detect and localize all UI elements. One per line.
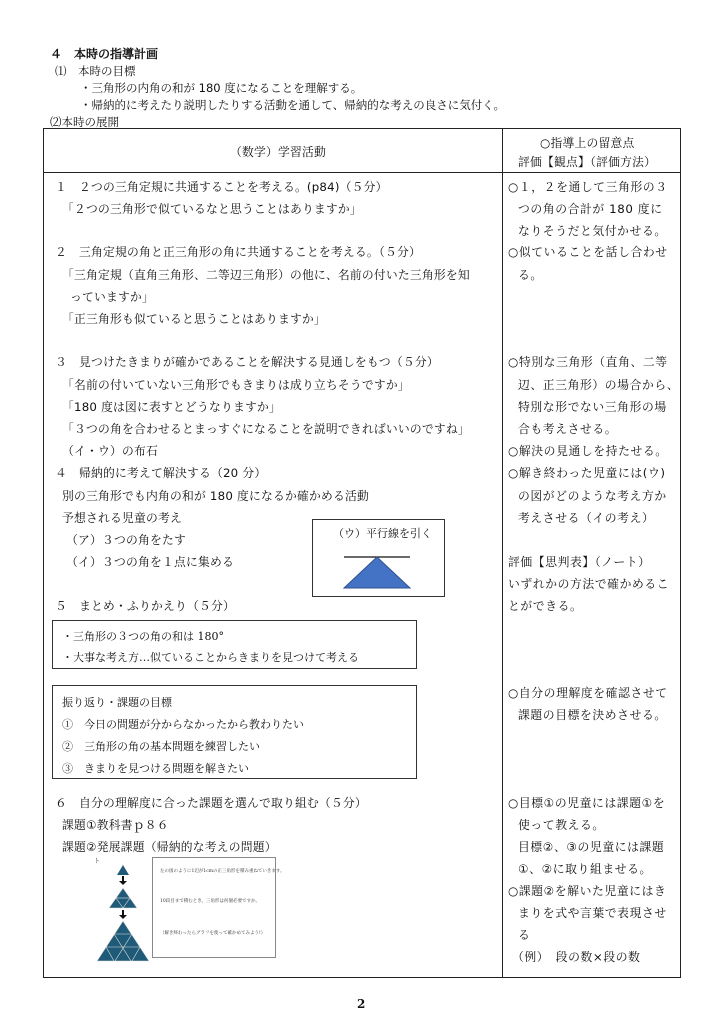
idea-i: （イ）３つの角を１点に集める: [66, 555, 234, 569]
note-6-line-5: ○課題②を解いた児童にはき: [508, 884, 667, 898]
header-notes: ○指導上の留意点: [540, 136, 635, 150]
step-1: １ ２つの三角定規に共通することを考える。(p84)（５分）: [55, 180, 388, 194]
step-3: ３ 見つけたきまりが確かであることを解決する見通しをもつ（５分）: [55, 355, 439, 369]
step-2-question-2: 「正三角形も似ていると思うことはありますか」: [62, 312, 326, 326]
summary-2: ・大事な考え方…似ていることからきまりを見つけて考える: [62, 651, 359, 664]
goal-heading: ⑴ 本時の目標: [55, 64, 136, 78]
goal-2: ・帰納的に考えたり説明したりする活動を通して、帰納的な考えの良さに気付く。: [80, 98, 506, 112]
summary-box: [52, 620, 417, 669]
table-header-divider: [43, 172, 681, 173]
page-number: 2: [357, 997, 366, 1011]
step-2: ２ 三角定規の角と正三角形の角に共通することを考える。（５分）: [55, 245, 422, 259]
worksheet-line-1: 左の図のように1辺が1cmの正三角形を積み重ねていきます。: [160, 869, 285, 874]
step-2-question-1a: 「三角定規（直角三角形、二等辺三角形）の他に、名前の付いた三角形を知: [62, 268, 470, 282]
parallel-line-diagram: [313, 520, 446, 598]
note-6-line-4: ①、②に取り組ませる。: [518, 862, 652, 876]
note-6-line-3: 目標②、③の児童には課題: [518, 840, 665, 854]
step-5: ５ まとめ・ふりかえり（５分）: [55, 599, 235, 613]
step-6: ６ 自分の理解度に合った課題を選んで取り組む（５分）: [55, 796, 367, 810]
section-heading: ４ 本時の指導計画: [50, 47, 159, 61]
worksheet-line-2: 10段目まで積むとき、三角形は何個必要ですか。: [160, 899, 261, 904]
worksheet-line-3: （解き終わったらグラフを使って確かめてみよう!）: [160, 931, 266, 936]
step-1-question: 「２つの三角形で似ているなと思うことはありますか」: [62, 202, 362, 216]
note-6-line-6: まりを式や言葉で表現させ: [518, 906, 667, 920]
note-6-line-2: 使って教える。: [518, 818, 605, 832]
note-3-line-4: 合も考えさせる。: [518, 422, 618, 436]
reflection-box: [52, 685, 417, 779]
reflection-title: 振り返り・課題の目標: [62, 696, 172, 709]
note-3-line-7: の図がどのような考え方か: [518, 489, 667, 503]
evaluation-line-3: とができる。: [508, 599, 583, 613]
step-3-question-3: 「３つの角を合わせるとまっすぐになることを説明できればいいのですね」: [62, 422, 470, 436]
svg-text:ト: ト: [94, 858, 101, 865]
evaluation-line-1: 評価【思判表】（ノート）: [508, 555, 651, 569]
step-2-question-1b: っていますか」: [70, 290, 154, 304]
note-1-line-2: つの角の合計が 180 度に: [518, 202, 663, 216]
parallel-line-label: （ウ）平行線を引く: [333, 527, 432, 540]
note-1-line-3: なりそうだと気付かせる。: [518, 224, 667, 238]
parallel-line-figure-box: [312, 519, 445, 597]
note-1-line-1: ○１，２を通して三角形の３: [508, 180, 668, 194]
note-6-line-7: る: [518, 928, 531, 942]
reflection-2: ② 三角形の角の基本問題を練習したい: [62, 740, 260, 753]
step-3-question-2: 「180 度は図に表すとどうなりますか」: [62, 400, 282, 414]
step-4-activity: 別の三角形でも内角の和が 180 度になるか確かめる活動: [62, 489, 369, 503]
table-column-divider: [502, 128, 503, 978]
development-heading: ⑵本時の展開: [50, 115, 119, 129]
evaluation-line-2: いずれかの方法で確かめるこ: [508, 577, 670, 591]
note-3-line-5: ○解決の見通しを持たせる。: [508, 444, 668, 458]
worksheet-thumbnail: [152, 857, 285, 958]
step-3-note: （イ・ウ）の布石: [62, 444, 158, 458]
note-6-line-1: ○目標①の児童には課題①を: [508, 796, 666, 810]
note-5-line-1: ○自分の理解度を確認させて: [508, 686, 668, 700]
note-3-line-6: ○解き終わった児童には(ウ): [508, 466, 666, 480]
step-4: ４ 帰納的に考えて解決する（20 分）: [55, 466, 267, 480]
step-4-expected: 予想される児童の考え: [62, 511, 182, 525]
summary-1: ・三角形の３つの角の和は 180°: [62, 630, 224, 643]
note-3-line-1: ○特別な三角形（直角、二等: [508, 355, 668, 369]
note-3-line-8: 考えさせる（イの考え）: [518, 511, 655, 525]
note-2-line-1: ○似ていることを話し合わせ: [508, 245, 668, 259]
note-3-line-2: 辺、正三角形）の場合から、: [518, 378, 680, 392]
note-5-line-2: 課題の目標を決めさせる。: [518, 708, 667, 722]
reflection-1: ① 今日の問題が分からなかったから教わりたい: [62, 718, 304, 731]
header-evaluation: 評価【観点】（評価方法）: [518, 155, 657, 169]
reflection-3: ③ きまりを見つける問題を解きたい: [62, 762, 249, 775]
step-3-question-1: 「名前の付いていない三角形でもきまりは成り立ちそうですか」: [62, 378, 410, 392]
task-1: 課題①教科書ｐ８６: [62, 818, 169, 832]
note-2-line-2: る。: [518, 268, 543, 282]
note-6-example: （例） 段の数×段の数: [512, 950, 641, 964]
task-2: 課題②発展課題（帰納的な考えの問題）: [62, 840, 277, 854]
stacked-triangles-figure: [93, 855, 153, 965]
note-3-line-3: 特別な形でない三角形の場: [518, 400, 667, 414]
goal-1: ・三角形の内角の和が 180 度になることを理解する。: [80, 81, 363, 95]
header-activities: （数学）学習活動: [230, 145, 326, 159]
idea-a: （ア）３つの角をたす: [66, 533, 186, 547]
